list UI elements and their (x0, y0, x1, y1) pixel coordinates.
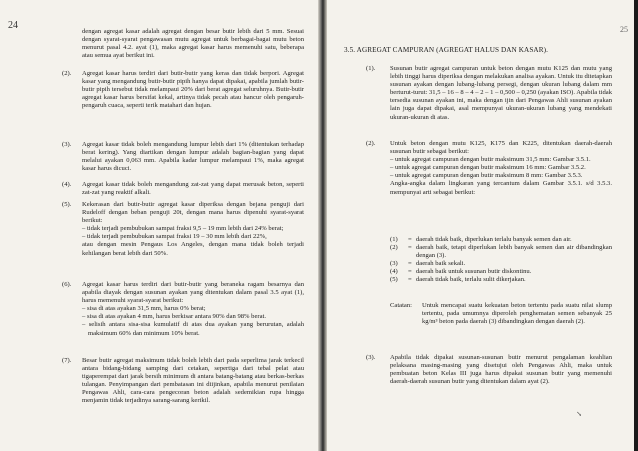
item-text: Agregat kasar harus terdiri dari butir-butir yang keras dan tidak berpori. Agregat kasar yang mengandung butir-butir pipih hanya dapat dipakai, apabila jumlah butir-butir pipih tersebut tidak melampaui 20% dari berat agregat seluruhnya. Butir-butir agregat kasar harus bersifat kekal, artinya tidak pecah atau hancur oleh pengaruh-pengaruh cuaca, seperti terik matahari dan hujan. (82, 70, 304, 110)
bullet-item: – untuk agregat campuran dengan butir maksimum 16 mm: Gambar 3.5.2. (390, 164, 586, 172)
item-text: Agregat kasar tidak boleh mengandung zat-zat yang dapat merusak beton, seperti zat-zat yang reaktif alkali. (82, 181, 304, 197)
section-title: 3.5. AGREGAT CAMPURAN (AGREGAT HALUS DAN KASAR). (344, 46, 548, 54)
paragraph-block (390, 140, 612, 197)
item-text: Agregat kasar tidak boleh mengandung lumpur lebih dari 1% (ditentukan terhadap berat kering). Yang diartikan dengan lumpur adalah bagian-bagian yang dapat melalui ayakan 0,063 mm. Apabila kadar lumpur melampaui 1%, maka agregat kasar harus dicuci. (82, 141, 304, 173)
definition-value: daerah tidak baik, diperlukan terlalu banyak semen dan air. (416, 236, 572, 243)
definition-key: (5) (390, 276, 398, 284)
note-text: Untuk mencapai suatu kekuatan beton tertentu pada suatu nilai slump tertentu, pada umumnya diperoleh penghematan semen sebanyak 25 kg/m³ beton pada daerah (3) dibandingkan dengan daerah (2). (422, 302, 612, 326)
paragraph-number: (1). (366, 65, 376, 72)
bullet-item: – sisa di atas ayakan 31,5 mm, harus 0% berat; (82, 305, 206, 313)
note-block (390, 302, 612, 326)
definition-list (390, 236, 612, 285)
definition-value: daerah tidak baik, terlalu sulit dikerjakan. (416, 276, 526, 284)
definition-key: (3) (390, 260, 398, 268)
item-number: (2). (62, 70, 72, 77)
paragraph-number: (3). (366, 354, 376, 361)
page-number-right: 25 (620, 25, 628, 34)
definition-row: (1) = daerah tidak baik, diperlukan terlalu banyak semen dan air. (390, 236, 612, 244)
definition-value: daerah baik sekali. (416, 260, 466, 268)
definition-row: (3) = daerah baik sekali. (390, 260, 612, 268)
definition-value: daerah baik untuk susunan butir diskontinu. (416, 268, 532, 276)
definition-row: (5) = daerah tidak baik, terlalu sulit dikerjakan. (390, 276, 612, 284)
page-edge-shadow (634, 0, 638, 451)
definition-key: (2) (390, 244, 398, 252)
definition-value: daerah baik, tetapi diperlukan lebih banyak semen dan air dibandingkan dengan (3). (416, 244, 612, 260)
item-text-after: atau dengan mesin Pengaus Los Angeles, dengan mana tidak boleh terjadi kehilangan berat lebih dari 50%. (82, 241, 304, 257)
paragraph-number: (2). (366, 140, 376, 147)
item-number: (5). (62, 201, 72, 208)
bullet-item: – tidak terjadi pembubukan sampai fraksi 9,5 – 19 mm lebih dari 24% berat; (82, 225, 284, 233)
paragraph-text-after: Angka-angka dalam lingkaran yang tercantum dalam Gambar 3.5.1. s/d 3.5.3. mempunyai arti sebagai berikut: (390, 180, 612, 196)
paragraph-text: Susunan butir agregat campuran untuk beton dengan mutu K125 dan mutu yang lebih tinggi harus diperiksa dengan melakukan analisa ayakan. Untuk itu ditetapkan susunan ayakan dengan lubang-lubang persegi, dengan ukuran lubang dalam mm berturut-turut: 31,5 – 16 – 8 – 4 – 2 – 1 – 0,500 – 0,250 (ayakan ISO). Apabila tidak tersedia susunan ayakan ini, maka dengan ijin dari Pengawas Ahli susunan ayakan lain juga dapat dipakai, asal mempunyai ukuran-ukuran lubang yang mendekati ukuran-ukuran di atas. (390, 65, 612, 121)
item-block (82, 281, 304, 338)
page-number-left: 24 (8, 20, 18, 31)
definition-row: (2) = daerah baik, tetapi diperlukan lebih banyak semen dan air dibandingkan dengan (3). (390, 244, 612, 260)
item-number: (6). (62, 281, 72, 288)
definition-key: (1) (390, 236, 398, 243)
paragraph-text: Untuk beton dengan mutu K125, K175 dan K225, ditentukan daerah-daerah susunan butir sebagai berikut: (390, 140, 612, 156)
definition-row: (4) = daerah baik untuk susunan butir diskontinu. (390, 268, 612, 276)
bullet-item: – untuk agregat campuran dengan butir maksimum 31,5 mm: Gambar 3.5.1. (390, 156, 591, 164)
item-number: (7). (62, 357, 72, 364)
item-block (82, 201, 304, 258)
item-number: (4). (62, 181, 72, 188)
paragraph-text: Apabila tidak dipakai susunan-susunan butir menurut pengalaman keahlian pelaksana masing-masing yang disetujui oleh Pengawas Ahli, maka untuk pembuatan beton Kelas III juga harus dipakai susunan butir yang memenuhi daerah-daerah susunan butir yang ditentukan dalam ayat (2). (390, 354, 612, 386)
bullet-item: – sisa di atas ayakan 4 mm, harus berkisar antara 90% dan 98% berat. (82, 313, 267, 321)
page-mark: ↘ (576, 410, 582, 418)
item-text: Agregat kasar harus terdiri dari butir-butir yang beraneka ragam besarnya dan apabila diayak dengan susunan ayakan yang ditentukan dalam pasal 3.5 ayat (1), harus memenuhi syarat-syarat berikut: (82, 281, 304, 305)
bullet-item: – tidak terjadi pembubukan sampai fraksi 19 – 30 mm lebih dari 22%, (82, 233, 267, 241)
right-page (322, 0, 638, 451)
item-text: Besar butir agregat maksimum tidak boleh lebih dari pada seperlima jarak terkecil antara bidang-bidang samping dari cetakan, sepertiga dari tebal pelat atau tigaperempat dari jarak bersih minimum di antara batang-batang atau berkas-berkas tulangan. Penyimpangan dari pembatasan ini diijinkan, apabila menurut penilaian Pengawas Ahli, cara-cara pengecoran beton adalah sedemikian rupa hingga menjamin tidak terjadinya sarang-sarang kerikil. (82, 357, 304, 405)
item-text: Kekerasan dari butir-butir agregat kasar diperiksa dengan bejana penguji dari Rudeloff dengan beban penguji 20t, dengan mana harus dipenuhi syarat-syarat berikut: (82, 201, 304, 225)
bullet-item: – untuk agregat campuran dengan butir maksimum 8 mm: Gambar 3.5.3. (390, 172, 583, 180)
intro-paragraph: dengan agregat kasar adalah agregat dengan besar butir lebih dari 5 mm. Sesuai dengan syarat-syarat pengawasan mutu agregat untuk berbagai-bagai mutu beton menurut pasal 4.2. ayat (1), maka agregat kasar harus memenuhi satu, beberapa atau semua ayat berikut ini. (82, 28, 304, 60)
definition-key: (4) (390, 268, 398, 276)
bullet-item: – selisih antara sisa-sisa kumulatif di atas dua ayakan yang berurutan, adalah maksimum 60% dan minimum 10% berat. (82, 321, 304, 337)
item-number: (3). (62, 141, 72, 148)
note-label: Catatan: (390, 302, 412, 309)
